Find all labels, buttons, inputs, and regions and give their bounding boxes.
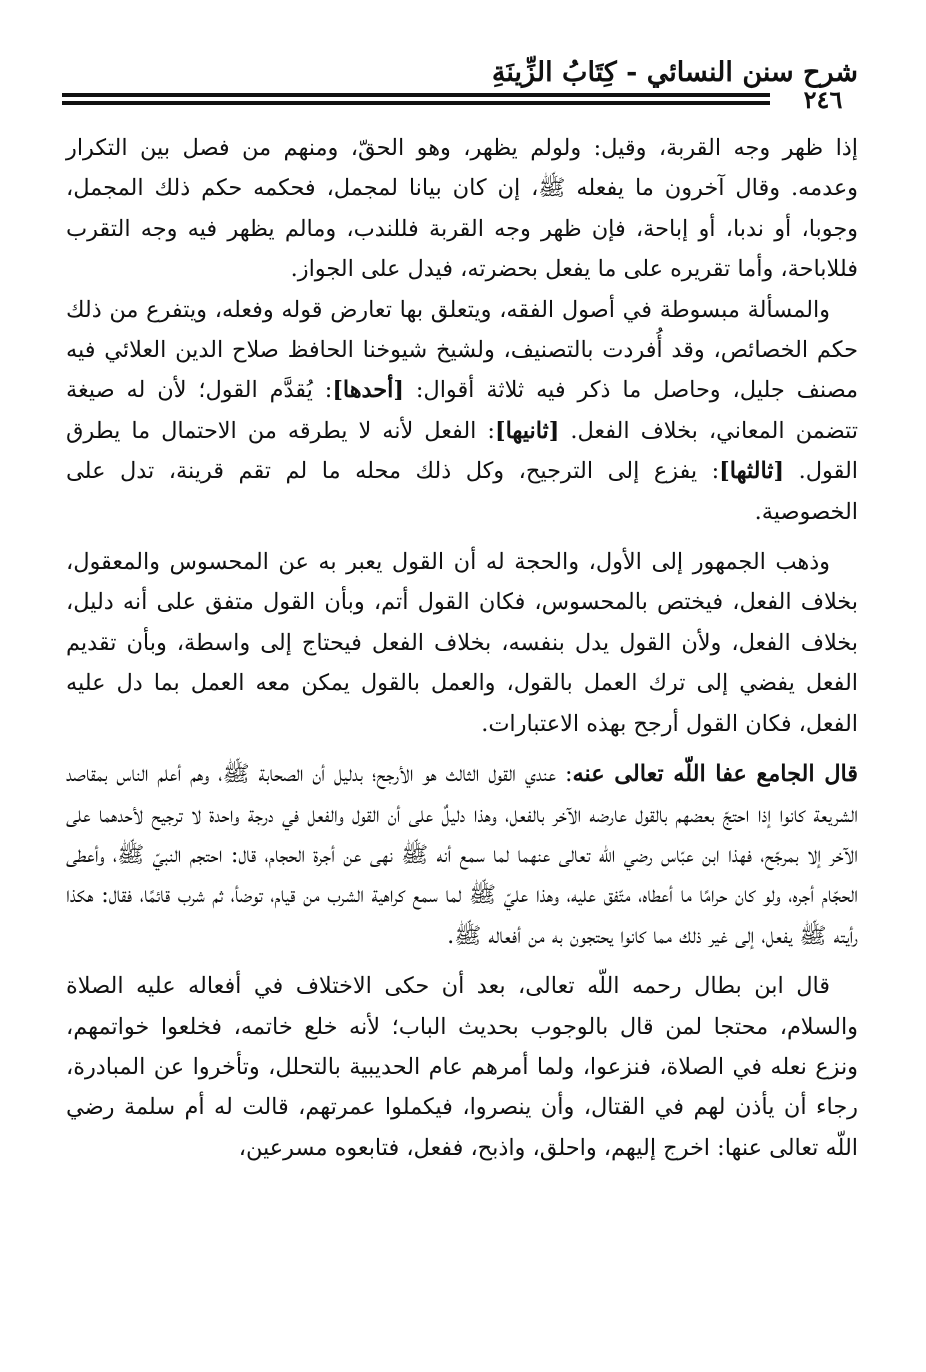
header-rule bbox=[62, 85, 858, 114]
bold-marker: [ثانيها] bbox=[494, 417, 560, 444]
paragraph-text: إذا ظهر وجه القربة، وقيل: ولولم يظهر، وهو الحقّ، ومنهم من فصل بين التكرار وعدمه. وقال آخرون ما يفعله ﷺ، إن كان بيانا لمجمل، فحكمه حكم ذلك المجمل، وجوبا، أو ندبا، أو إباحة، فإن ظهر وجه القربة فللندب، ومالم يظهر فيه وجه التقرب فللاباحة، وأما تقريره على ما يفعل بحضرته، فيدل على الجواز. bbox=[66, 135, 858, 283]
paragraph-text: : الفعل لأنه لا يطرقه من الاحتمال ما يطرق القول. bbox=[66, 417, 858, 485]
paragraph-text: قال ابن بطال رحمه اللّه تعالى، بعد أن حكى الاختلاف في أفعاله عليه الصلاة والسلام، محتجا لمن قال بالوجوب بحديث الباب؛ لأنه خلع خاتمه، فخلعوا خواتمهم، ونزع نعله في الصلاة، فنزعوا، ولما أمرهم عام الحديبية بالتحلل، وتأخروا عن المبادرة، رجاء أن يأذن لهم في القتال، وأن ينصروا، فيكملوا عمرتهم، قالت له أم سلمة رضي اللّه تعالى عنها: اخرج إليهم، واحلق، واذبح، ففعل، فتابعوه مسرعين، bbox=[66, 973, 858, 1161]
paragraph-5 bbox=[66, 966, 858, 1168]
header-rule-thick-1 bbox=[62, 93, 858, 97]
paragraph-text: : يفزع إلى الترجيح، وكل ذلك محله ما لم تقم قرينة، تدل على الخصوصية. bbox=[66, 458, 858, 525]
bold-marker: [ثالثها] bbox=[719, 458, 785, 485]
paragraph-3 bbox=[66, 542, 858, 744]
page-number: ٢٤٦ bbox=[803, 85, 843, 114]
paragraph-text: : عندي القول الثالث هو الأرجح؛ بدليل أن الصحابة ﷺ، وهم أعلم الناس بمقاصد الشريعة كانوا إذا احتجّ بعضهم بالقول عارضه الآخر بالفعل، وهذا دليلٌ على أن القول والفعل في درجة واحدة لا ترجيح لأحدهما على الآخر إلا بمرجّح، فهذا ابن عبّاس رضي اللّه تعالى عنهما لما سمع أنه ﷺ نهى عن أجرة الحجام، قال: احتجم النبيّ ﷺ، وأعطى الحجّام أجره، ولو كان حرامًا ما أعطاه، متّفق عليه، وهذا عليّ ﷺ لما سمع كراهية الشرب من قيام، توضأ، ثم شرب قائمًا، فقال: هكذا رأيته ﷺ يفعل، إلى غير ذلك مما كانوا يحتجون به من أفعاله ﷺ. bbox=[66, 761, 858, 949]
body-text bbox=[66, 128, 858, 1168]
paragraph-4 bbox=[66, 754, 858, 956]
paragraph-2 bbox=[66, 290, 858, 532]
header-rule-thick-2 bbox=[62, 101, 858, 105]
author-note-label: قال الجامع عفا اللّه تعالى عنه bbox=[572, 761, 858, 788]
paragraph-text: : يُقدَّم القول؛ لأن له صيغة تتضمن المعاني، بخلاف الفعل. bbox=[66, 377, 858, 444]
running-title: شرح سنن النسائي - كِتَابُ الزِّينَةِ bbox=[491, 56, 858, 88]
paragraph-text: والمسألة مبسوطة في أصول الفقه، ويتعلق بها تعارض قوله وفعله، ويتفرع من ذلك حكم الخصائص، وقد أُفردت بالتصنيف، ولشيخ شيوخنا الحافظ صلاح الدين العلائي فيه مصنف جليل، وحاصل ما ذكر فيه ثلاثة أقوال: bbox=[66, 296, 858, 404]
paragraph-text: وذهب الجمهور إلى الأول، والحجة له أن القول يعبر به عن المحسوس والمعقول، بخلاف الفعل، فيختص بالمحسوس، فكان القول أتم، وبأن القول متفق على أنه دليل، بخلاف الفعل، ولأن القول يدل بنفسه، بخلاف الفعل فيحتاج إلى واسطة، وبأن تقديم الفعل يفضي إلى ترك العمل بالقول، والعمل بالقول يمكن معه العمل بما دل عليه الفعل، فكان القول أرجح بهذه الاعتبارات. bbox=[66, 549, 858, 737]
bold-marker: [أحدها] bbox=[332, 377, 404, 404]
paragraph-1 bbox=[66, 128, 858, 290]
